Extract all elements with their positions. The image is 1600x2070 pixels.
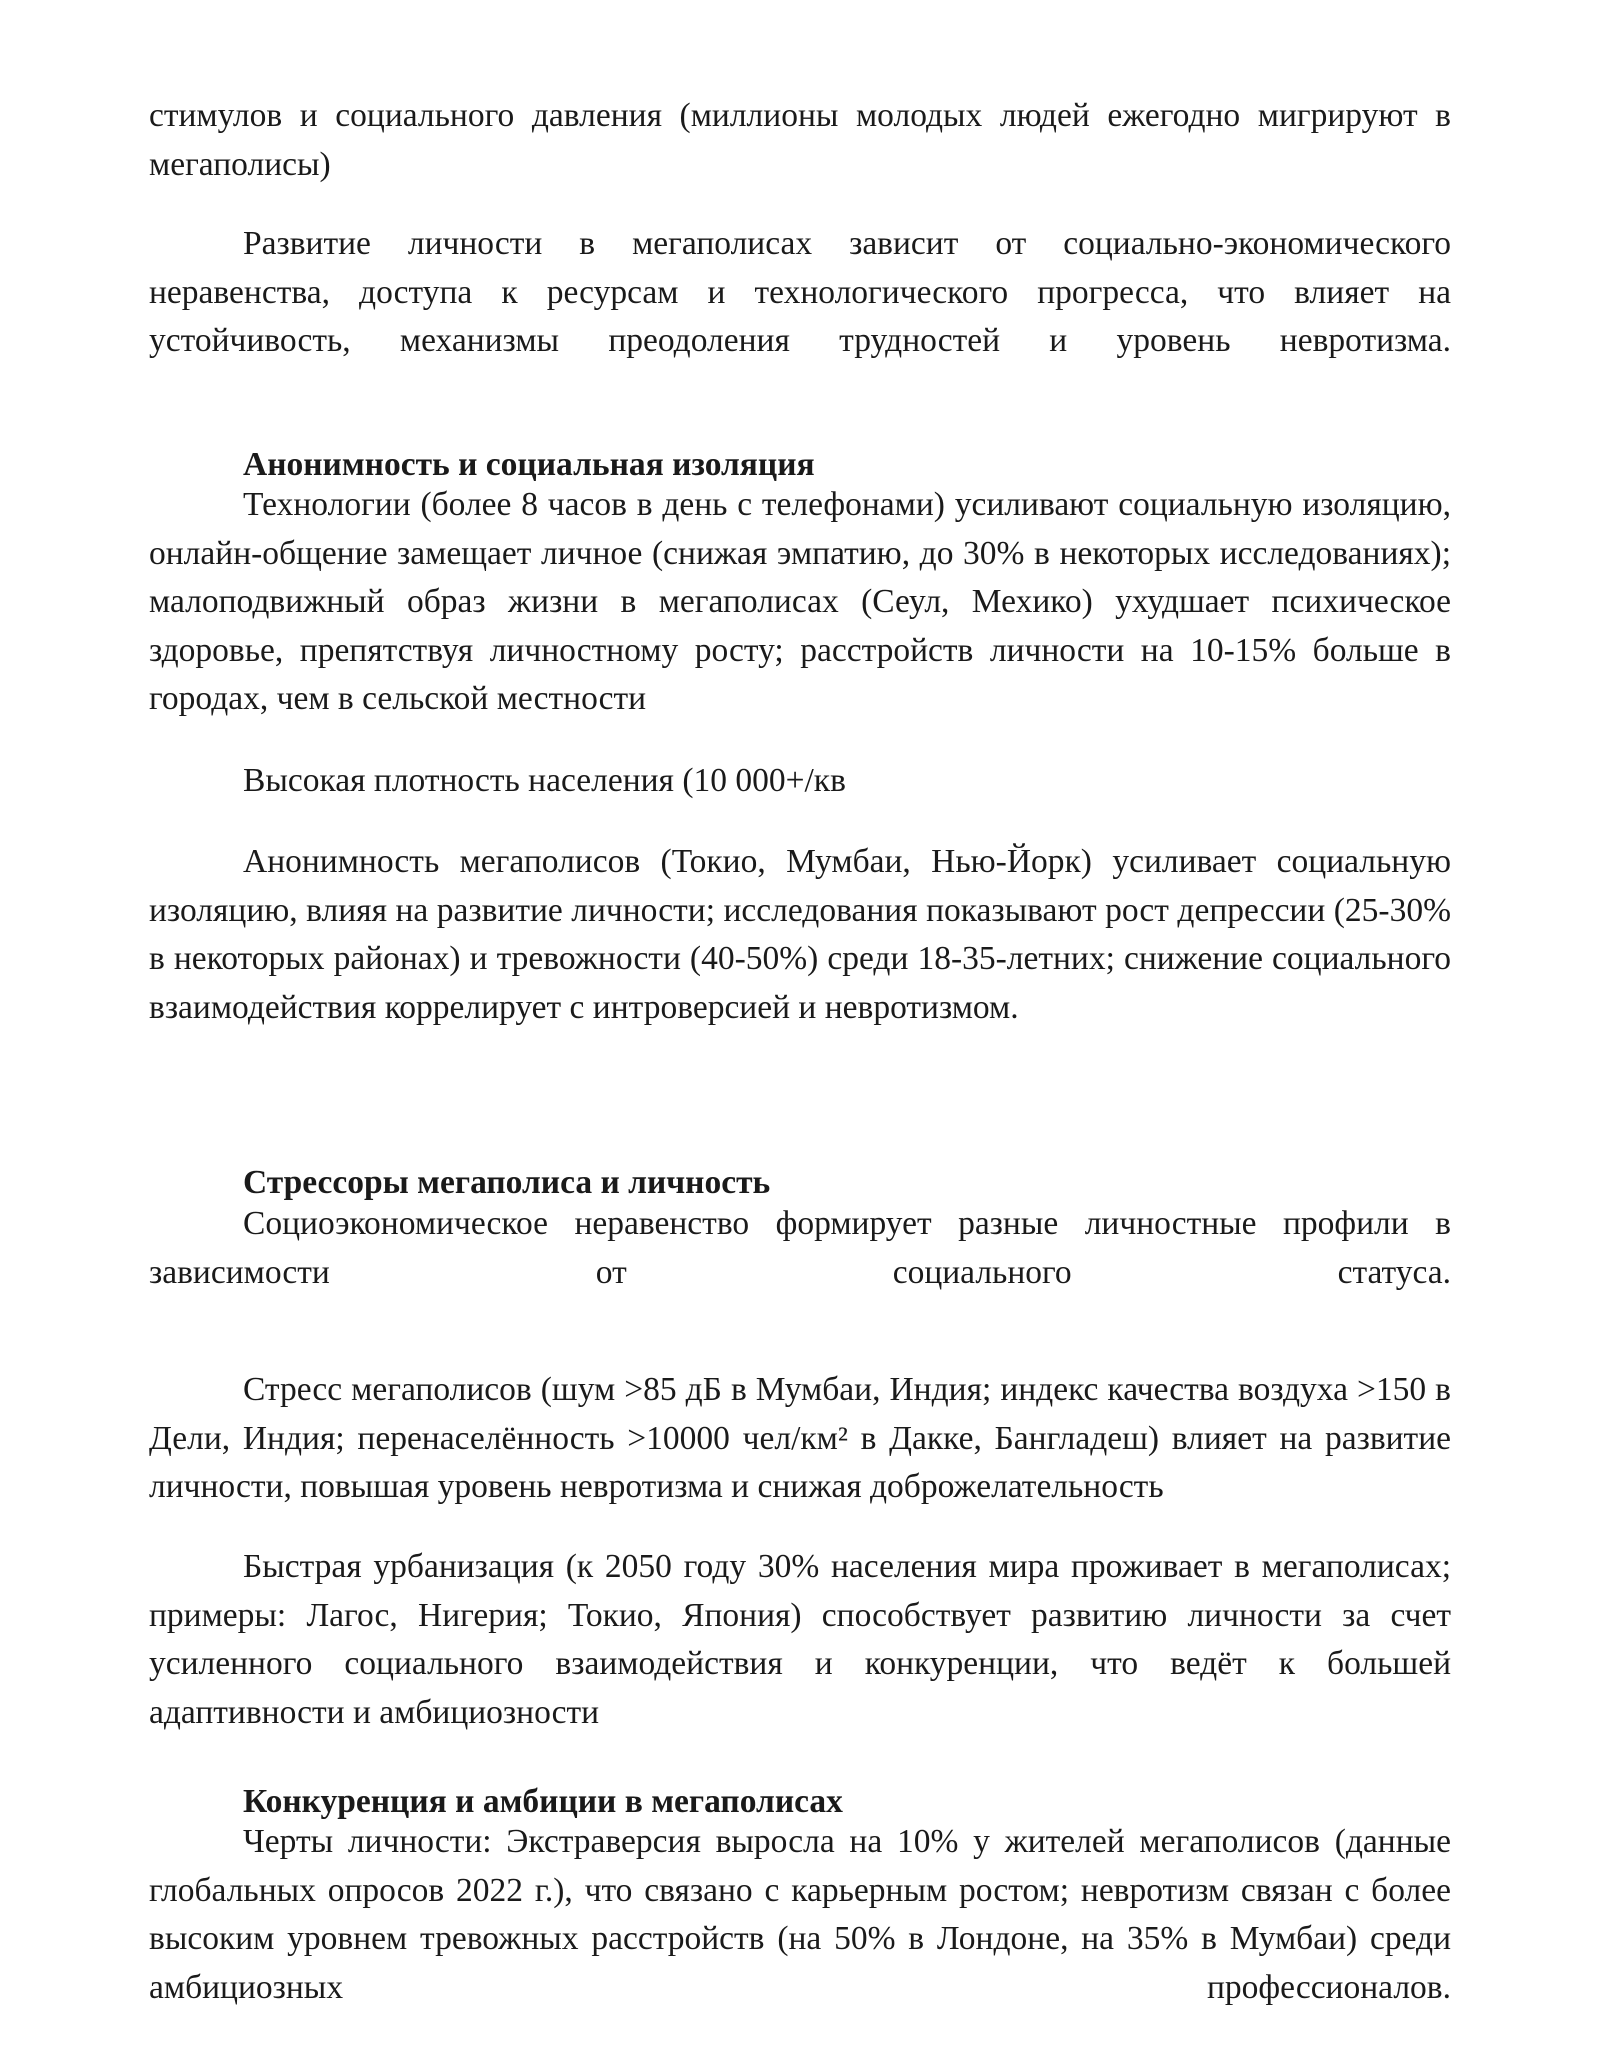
paragraph-technology-isolation: Технологии (более 8 часов в день с телефонами) усиливают социальную изоляцию, онлайн-общение замещает личное (снижая эмпатию, до 30% в некоторых исследованиях); малоподвижный образ жизни в мегаполисах (Сеул, Мехико) ухудшает психическое здоровье, препятствуя личностному росту; расстройств личности на 10-15% больше в городах, чем в сельской местности	[149, 486, 1451, 717]
heading-anonymity-isolation: Анонимность и социальная изоляция	[243, 446, 815, 483]
paragraph-population-density: Высокая плотность населения (10 000+/кв	[243, 762, 846, 799]
paragraph-rapid-urbanization: Быстрая урбанизация (к 2050 году 30% населения мира проживает в мегаполисах; примеры: Лагос, Нигерия; Токио, Япония) способствует развитию личности за счет усиленного социального взаимодействия и конкуренции, что ведёт к большей адаптивности и амбициозности	[149, 1548, 1451, 1731]
paragraph-megacity-stress: Стресс мегаполисов (шум >85 дБ в Мумбаи, Индия; индекс качества воздуха >150 в Дели, Индия; перенаселённость >10000 чел/км² в Дакке, Бангладеш) влияет на развитие личности, повышая уровень невротизма и снижая доброжелательность	[149, 1371, 1451, 1505]
heading-megacity-stressors: Стрессоры мегаполиса и личность	[243, 1164, 771, 1201]
heading-competition-ambition: Конкуренция и амбиции в мегаполисах	[243, 1783, 843, 1820]
paragraph-migration-continuation: стимулов и социального давления (миллионы молодых людей ежегодно мигрируют в мегаполисы)	[149, 97, 1451, 183]
paragraph-personality-traits: Черты личности: Экстраверсия выросла на 10% у жителей мегаполисов (данные глобальных опросов 2022 г.), что связано с карьерным ростом; невротизм связан с более высоким уровнем тревожных расстройств (на 50% в Лондоне, на 35% в Мумбаи) среди амбициозных профессионалов.	[149, 1823, 1451, 2006]
paragraph-socioeconomic-inequality: Социоэкономическое неравенство формирует разные личностные профили в зависимости от социального статуса.	[149, 1205, 1451, 1291]
paragraph-megacity-anonymity: Анонимность мегаполисов (Токио, Мумбаи, Нью-Йорк) усиливает социальную изоляцию, влияя на развитие личности; исследования показывают рост депрессии (25-30% в некоторых районах) и тревожности (40-50%) среди 18-35-летних; снижение социального взаимодействия коррелирует с интроверсией и невротизмом.	[149, 843, 1451, 1026]
paragraph-personality-development: Развитие личности в мегаполисах зависит от социально-экономического неравенства, доступа к ресурсам и технологического прогресса, что влияет на устойчивость, механизмы преодоления трудностей и уровень невротизма.	[149, 225, 1451, 359]
